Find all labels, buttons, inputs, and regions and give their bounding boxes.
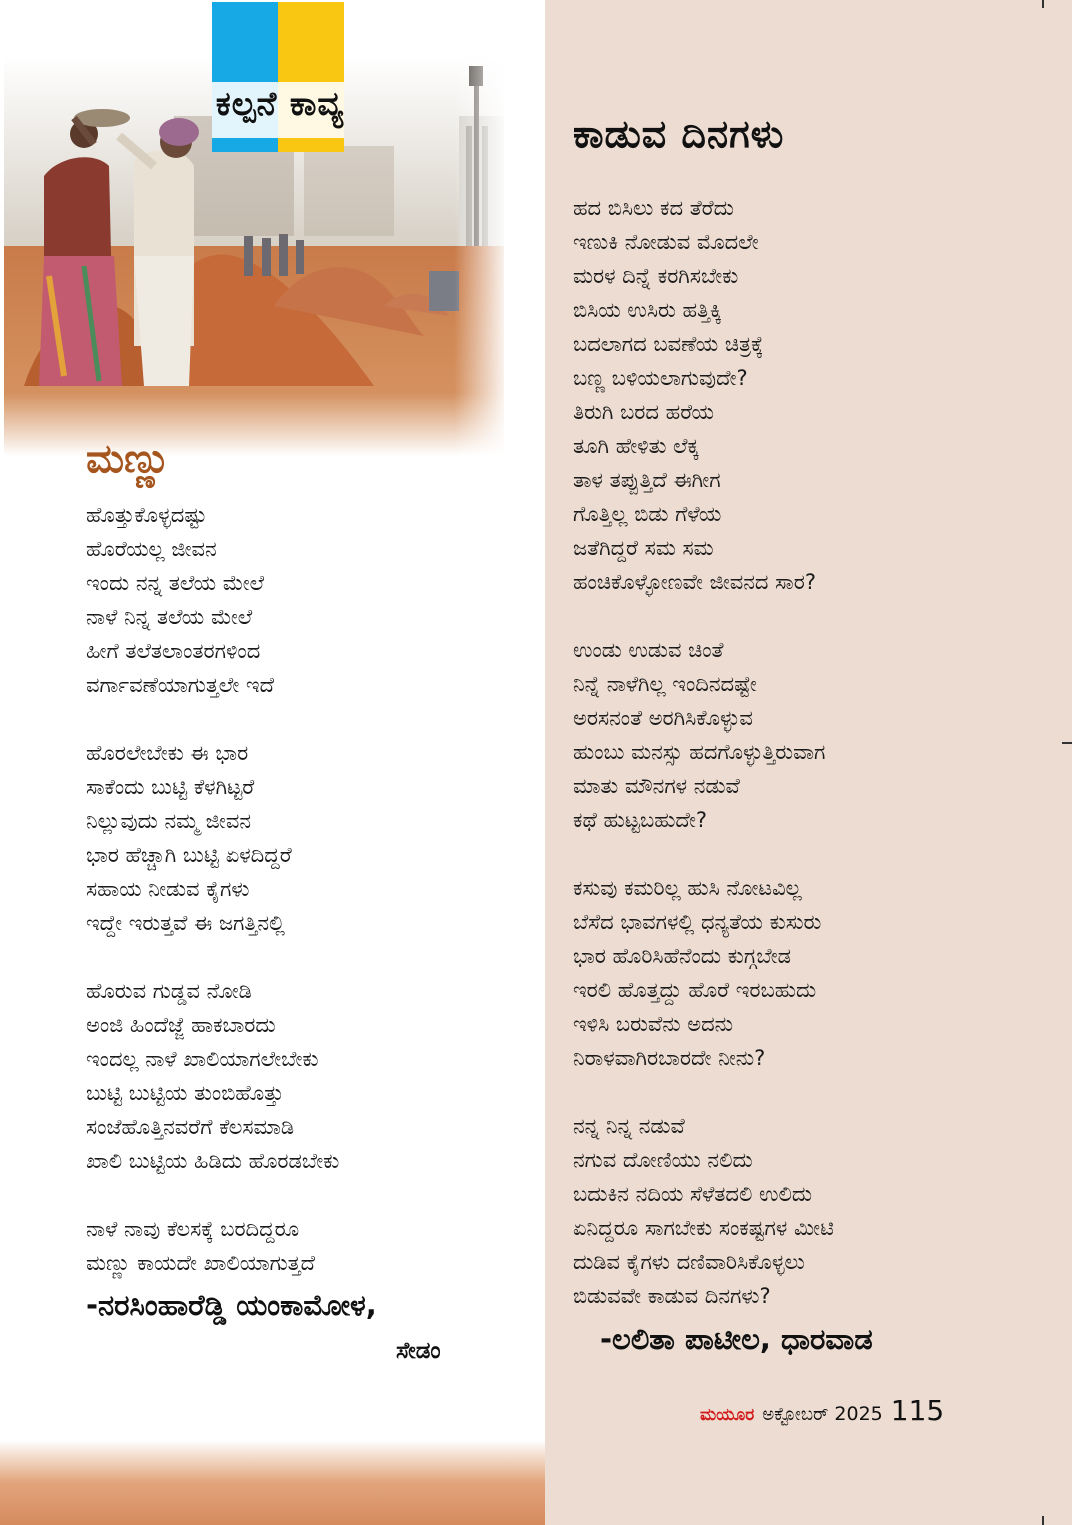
verse-line: ಭಾರ ಹೆಚ್ಚಾಗಿ ಬುಟ್ಟಿ ಏಳದಿದ್ದರೆ <box>86 843 292 867</box>
verse-line: ಬುಟ್ಟಿ ಬುಟ್ಟಿಯ ತುಂಬಿಹೊತ್ತು <box>86 1081 284 1105</box>
verse-line: ಭಾರ ಹೊರಿಸಿಹೆನೆಂದು ಕುಗ್ಗಬೇಡ <box>573 944 791 968</box>
verse-line: ಏನಿದ್ದರೂ ಸಾಗಬೇಕು ಸಂಕಷ್ಟಗಳ ಮೀಟಿ <box>573 1216 834 1240</box>
verse-line: ಅರಸನಂತೆ ಅರಗಿಸಿಕೊಳ್ಳುವ <box>573 706 753 730</box>
poem-author: -ನರಸಿಂಹಾರೆಡ್ಡಿ ಯಂಕಾಮೋಳ, <box>86 1288 377 1322</box>
verse-line: ಹೊತ್ತುಕೊಳ್ಳದಷ್ಟು <box>86 503 207 527</box>
verse-line: ಹೊರೆಯಲ್ಲ ಜೀವನ <box>86 537 217 561</box>
poem-title: ಕಾಡುವ ದಿನಗಳು <box>573 112 785 156</box>
stanza <box>573 1109 834 1313</box>
verse-line: ಹಂಚಿಕೊಳ್ಳೋಣವೇ ಜೀವನದ ಸಾರ? <box>573 570 816 594</box>
verse-line: ಬದಲಾಗದ ಬವಣೆಯ ಚಿತ್ರಕ್ಕೆ <box>573 332 764 356</box>
stanza <box>573 871 834 1075</box>
verse-line: ತೂಗಿ ಹೇಳಿತು ಲೆಕ್ಕ <box>573 434 699 458</box>
verse-line: ಬಣ್ಣ ಬಳಿಯಲಾಗುವುದೇ? <box>573 366 748 390</box>
verse-line: ನಿಲ್ಲುವುದು ನಮ್ಮ ಜೀವನ <box>86 809 251 833</box>
stanza <box>573 191 834 599</box>
verse-line: ನಾಳೆ ನಾವು ಕೆಲಸಕ್ಕೆ ಬರದಿದ್ದರೂ <box>86 1217 300 1241</box>
poem-body <box>86 498 339 1314</box>
verse-line: ಗೊತ್ತಿಲ್ಲ ಬಿಡು ಗೆಳೆಯ <box>573 502 722 526</box>
verse-line: ಹೊರುವ ಗುಡ್ಡವ ನೋಡಿ <box>86 979 252 1003</box>
stanza <box>86 498 339 702</box>
poem-body <box>573 191 834 1347</box>
magazine-name: ಮಯೂರ <box>700 1405 755 1425</box>
verse-line: ತಾಳ ತಪ್ಪುತ್ತಿದೆ ಈಗೀಗ <box>573 468 721 492</box>
verse-line: ಮರಳ ದಿನ್ನೆ ಕರಗಿಸಬೇಕು <box>573 264 739 288</box>
verse-line: ಸಹಾಯ ನೀಡುವ ಕೈಗಳು <box>86 877 250 901</box>
crop-mark <box>1062 742 1072 744</box>
crop-mark <box>1042 0 1044 8</box>
verse-line: ಹುಂಬು ಮನಸ್ಸು ಹದಗೊಳ್ಳುತ್ತಿರುವಾಗ <box>573 740 826 764</box>
verse-line: ಬದುಕಿನ ನದಿಯ ಸೆಳೆತದಲಿ ಉಲಿದು <box>573 1182 813 1206</box>
verse-line: ನನ್ನ ನಿನ್ನ ನಡುವೆ <box>573 1114 685 1138</box>
verse-line: ಇಂದಲ್ಲ ನಾಳೆ ಖಾಲಿಯಾಗಲೇಬೇಕು <box>86 1047 319 1071</box>
poem-title: ಮಣ್ಣು <box>86 436 171 482</box>
verse-line: ಸಂಜೆಹೊತ್ತಿನವರೆಗೆ ಕೆಲಸಮಾಡಿ <box>86 1115 295 1139</box>
verse-line: ನಾಳೆ ನಿನ್ನ ತಲೆಯ ಮೇಲೆ <box>86 605 253 629</box>
verse-line: ವರ್ಗಾವಣೆಯಾಗುತ್ತಲೇ ಇದೆ <box>86 673 274 697</box>
stanza <box>86 974 339 1178</box>
verse-line: ಮಣ್ಣು ಕಾಯದೇ ಖಾಲಿಯಾಗುತ್ತದೆ <box>86 1251 315 1275</box>
verse-line: ಕಥೆ ಹುಟ್ಟಬಹುದೇ? <box>573 808 708 832</box>
verse-line: ಉಂಡು ಉಡುವ ಚಿಂತೆ <box>573 638 724 662</box>
verse-line: ನಿನ್ನೆ ನಾಳೆಗಿಲ್ಲ ಇಂದಿನದಷ್ಟೇ <box>573 672 757 696</box>
section-logo <box>212 2 344 152</box>
issue-month: ಅಕ್ಟೋಬರ್ <box>762 1404 829 1425</box>
verse-line: ನಗುವ ದೋಣಿಯು ನಲಿದು <box>573 1148 753 1172</box>
verse-line: ನಿರಾಳವಾಗಿರಬಾರದೇ ನೀನು? <box>573 1046 766 1070</box>
author-place: ಸೇಡಂ <box>396 1338 441 1364</box>
section-logo-text: ಕಲ್ಪನೆ ಕಾವ್ಯ <box>215 84 345 123</box>
issue-year: 2025 <box>834 1403 883 1425</box>
page-number: 115 <box>890 1394 945 1427</box>
poem-author: -ಲಲಿತಾ ಪಾಟೀಲ, ಧಾರವಾಡ <box>600 1322 873 1356</box>
verse-line: ಜತೆಗಿದ್ದರೆ ಸಮ ಸಮ <box>573 536 714 560</box>
verse-line: ಸಾಕೆಂದು ಬುಟ್ಟಿ ಕೆಳಗಿಟ್ಟರೆ <box>86 775 255 799</box>
stanza <box>86 736 339 940</box>
verse-line: ತಿರುಗಿ ಬರದ ಹರೆಯ <box>573 400 714 424</box>
verse-line: ಇಳಿಸಿ ಬರುವೆನು ಅದನು <box>573 1012 734 1036</box>
verse-line: ಇಂದು ನನ್ನ ತಲೆಯ ಮೇಲೆ <box>86 571 265 595</box>
verse-line: ಬಿಸಿಯ ಉಸಿರು ಹತ್ತಿಕ್ಕಿ <box>573 298 722 322</box>
stanza <box>86 1212 339 1280</box>
verse-line: ಇದ್ದೇ ಇರುತ್ತವೆ ಈ ಜಗತ್ತಿನಲ್ಲಿ <box>86 911 285 935</box>
verse-line: ಇರಲಿ ಹೊತ್ತದ್ದು ಹೊರೆ ಇರಬಹುದು <box>573 978 817 1002</box>
verse-line: ಬೆಸೆದ ಭಾವಗಳಲ್ಲಿ ಧನ್ಯತೆಯ ಕುಸುರು <box>573 910 822 934</box>
verse-line: ಹದ ಬಿಸಿಲು ಕದ ತೆರೆದು <box>573 196 734 220</box>
verse-line: ದುಡಿವ ಕೈಗಳು ದಣಿವಾರಿಸಿಕೊಳ್ಳಲು <box>573 1250 805 1274</box>
verse-line: ಮಾತು ಮೌನಗಳ ನಡುವೆ <box>573 774 740 798</box>
crop-mark <box>1042 1516 1044 1525</box>
verse-line: ಹೀಗೆ ತಲೆತಲಾಂತರಗಳಿಂದ <box>86 639 261 663</box>
verse-line: ಕಸುವು ಕಮರಿಲ್ಲ ಹುಸಿ ನೋಟವಿಲ್ಲ <box>573 876 802 900</box>
verse-line: ಹೊರಲೇಬೇಕು ಈ ಭಾರ <box>86 741 249 765</box>
sand-strip-decoration <box>0 1440 545 1525</box>
verse-line: ಅಂಜಿ ಹಿಂದೆಜ್ಜೆ ಹಾಕಬಾರದು <box>86 1013 276 1037</box>
stanza <box>573 633 834 837</box>
verse-line: ಖಾಲಿ ಬುಟ್ಟಿಯ ಹಿಡಿದು ಹೊರಡಬೇಕು <box>86 1149 340 1173</box>
page-footer <box>700 1394 944 1427</box>
verse-line: ಬಿಡುವವೇ ಕಾಡುವ ದಿನಗಳು? <box>573 1284 771 1308</box>
verse-line: ಇಣುಕಿ ನೋಡುವ ಮೊದಲೇ <box>573 230 759 254</box>
